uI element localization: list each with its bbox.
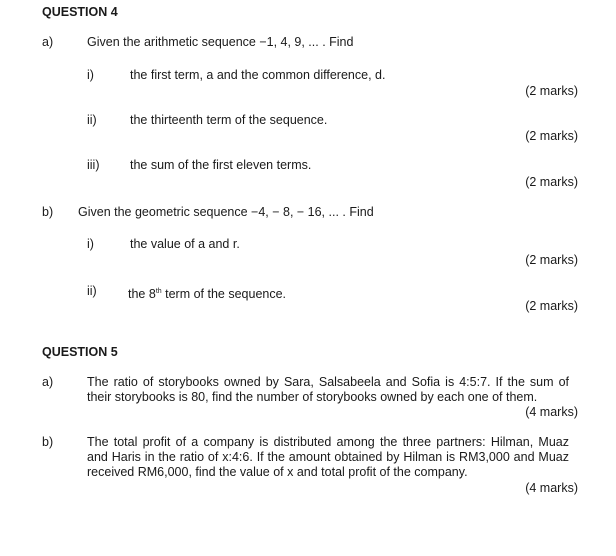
- q4a-iii-marks: (2 marks): [525, 175, 578, 189]
- q5b-marks: (4 marks): [525, 481, 578, 495]
- q4a-i-text: the first term, a and the common difference, d.: [130, 68, 386, 82]
- q5b-text: The total profit of a company is distributed among the three partners: Hilman, Muaz and Haris in the ratio of x:4:6. If the amount obtained by Hilman is RM3,000 and Muaz received RM6,000, find the value of x and total profit of the company.: [87, 435, 569, 479]
- q4a-i-marks: (2 marks): [525, 84, 578, 98]
- q4b-ii-text: [128, 284, 286, 302]
- q4a-ii-marks: (2 marks): [525, 129, 578, 143]
- q5a-marks: (4 marks): [525, 405, 578, 419]
- q4b-ii-text-post: term of the sequence.: [161, 287, 287, 302]
- question-5-title: QUESTION 5: [42, 345, 118, 359]
- q5a-label: a): [42, 375, 54, 389]
- q4b-i-label: i): [87, 237, 94, 251]
- q4b-label: b): [42, 205, 54, 219]
- q4a-ii-label: ii): [87, 113, 97, 127]
- q4a-ii-text: the thirteenth term of the sequence.: [130, 113, 328, 127]
- q4b-ii-text-pre: the 8: [128, 287, 156, 302]
- q5b-label: b): [42, 435, 54, 449]
- q4b-ii-sup: th: [155, 288, 162, 295]
- q4b-i-marks: (2 marks): [525, 253, 578, 267]
- q4a-i-label: i): [87, 68, 94, 82]
- q4b-ii-marks: (2 marks): [525, 299, 578, 313]
- q5a-text: The ratio of storybooks owned by Sara, Salsabeela and Sofia is 4:5:7. If the sum of their storybooks is 80, find the number of storybooks owned by each one of them.: [87, 375, 569, 404]
- q4b-ii-label: ii): [87, 284, 97, 298]
- q4a-iii-text: the sum of the first eleven terms.: [130, 158, 312, 172]
- question-4-title: QUESTION 4: [42, 5, 118, 19]
- q4a-text: Given the arithmetic sequence −1, 4, 9, ... . Find: [87, 35, 354, 49]
- q4a-iii-label: iii): [87, 158, 100, 172]
- q4b-i-text: the value of a and r.: [130, 237, 240, 251]
- q4b-text: Given the geometric sequence −4, − 8, − 16, ... . Find: [78, 205, 374, 219]
- q4a-label: a): [42, 35, 54, 49]
